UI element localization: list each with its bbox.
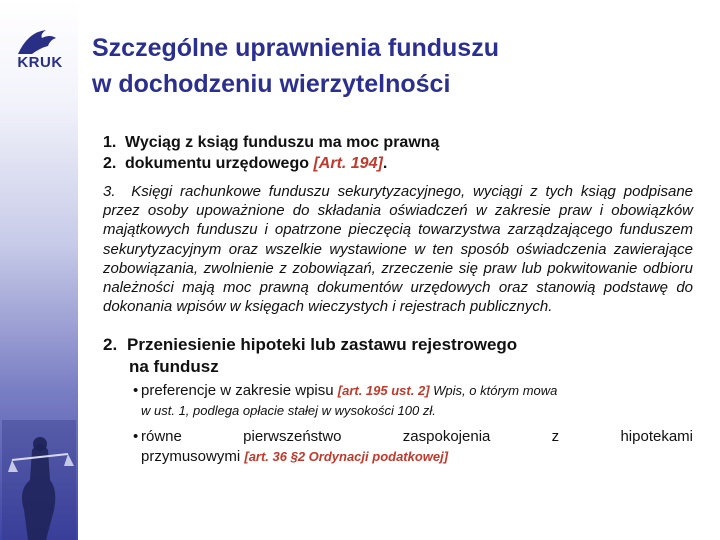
kruk-logo: [10, 26, 70, 76]
bullet-dot: •: [133, 382, 139, 400]
title-line-1: Szczególne uprawnienia funduszu: [92, 34, 499, 62]
raven-icon: [10, 26, 70, 56]
section-number: 2.: [103, 335, 118, 355]
section-heading-line-2: na fundusz: [129, 357, 219, 377]
paragraph-3: [103, 182, 693, 316]
article-reference: [Art. 194]: [313, 155, 383, 172]
bullet-note-line-2: w ust. 1, podlega opłacie stałej w wysokości 100 zł.: [141, 403, 436, 419]
section-heading-line-1: Przeniesienie hipoteki lub zastawu rejestrowego: [127, 335, 518, 355]
section-2-heading: [103, 334, 693, 378]
bullet-dot: •: [133, 428, 139, 446]
paragraph-text: Księgi rachunkowe funduszu sekurytyzacyjnego, wyciągi z tych ksiąg podpisane przez osoby upoważnione do składania oświadczeń w zakresie praw i obowiązków majątkowych funduszu i opatrzone pieczęcią towarzystwa zarządzającego funduszem sekurytyzacyjnym oraz wszelkie wystawione w ten sposób oświadczenia zawierające zobowiązania, zwolnienie z zobowiązań, zrzeczenie się praw lub pokwitowanie odbioru należności mają moc prawną dokumentów urzędowych oraz stanowią podstawę do dokonania wpisów w księgach wieczystych i rejestrach publicznych.: [103, 183, 693, 316]
logo-text: KRUK: [17, 54, 63, 71]
bullet-item-2: [103, 427, 693, 467]
content: [103, 132, 693, 467]
title-line-2: w dochodzeniu wierzytelności: [92, 70, 451, 98]
bullet-text-line-2: przymusowymi: [141, 448, 245, 466]
bullet-text: preferencje w zakresie wpisu: [141, 382, 338, 400]
list-item-2: [103, 153, 693, 174]
bullet-note: Wpis, o którym mowa: [429, 383, 558, 399]
list-item-text: Wyciąg z ksiąg funduszu ma moc prawną: [125, 134, 440, 151]
sidebar-gradient: [0, 0, 78, 540]
list-item-1: [103, 132, 693, 153]
paragraph-number: 3.: [103, 183, 116, 200]
bullet-text-line-1: równe pierwszeństwo zaspokojenia z hipotekami: [141, 428, 693, 446]
article-reference: [art. 36 §2 Ordynacji podatkowej]: [244, 449, 449, 465]
list-number: 1.: [103, 134, 117, 151]
article-reference: [art. 195 ust. 2]: [337, 383, 430, 399]
list-item-end: .: [382, 155, 388, 172]
justice-statue-image: [2, 420, 76, 540]
list-item-text: dokumentu urzędowego: [125, 155, 314, 172]
list-number: 2.: [103, 155, 117, 172]
bullet-item-1: [103, 381, 693, 421]
page-title: [92, 30, 702, 102]
